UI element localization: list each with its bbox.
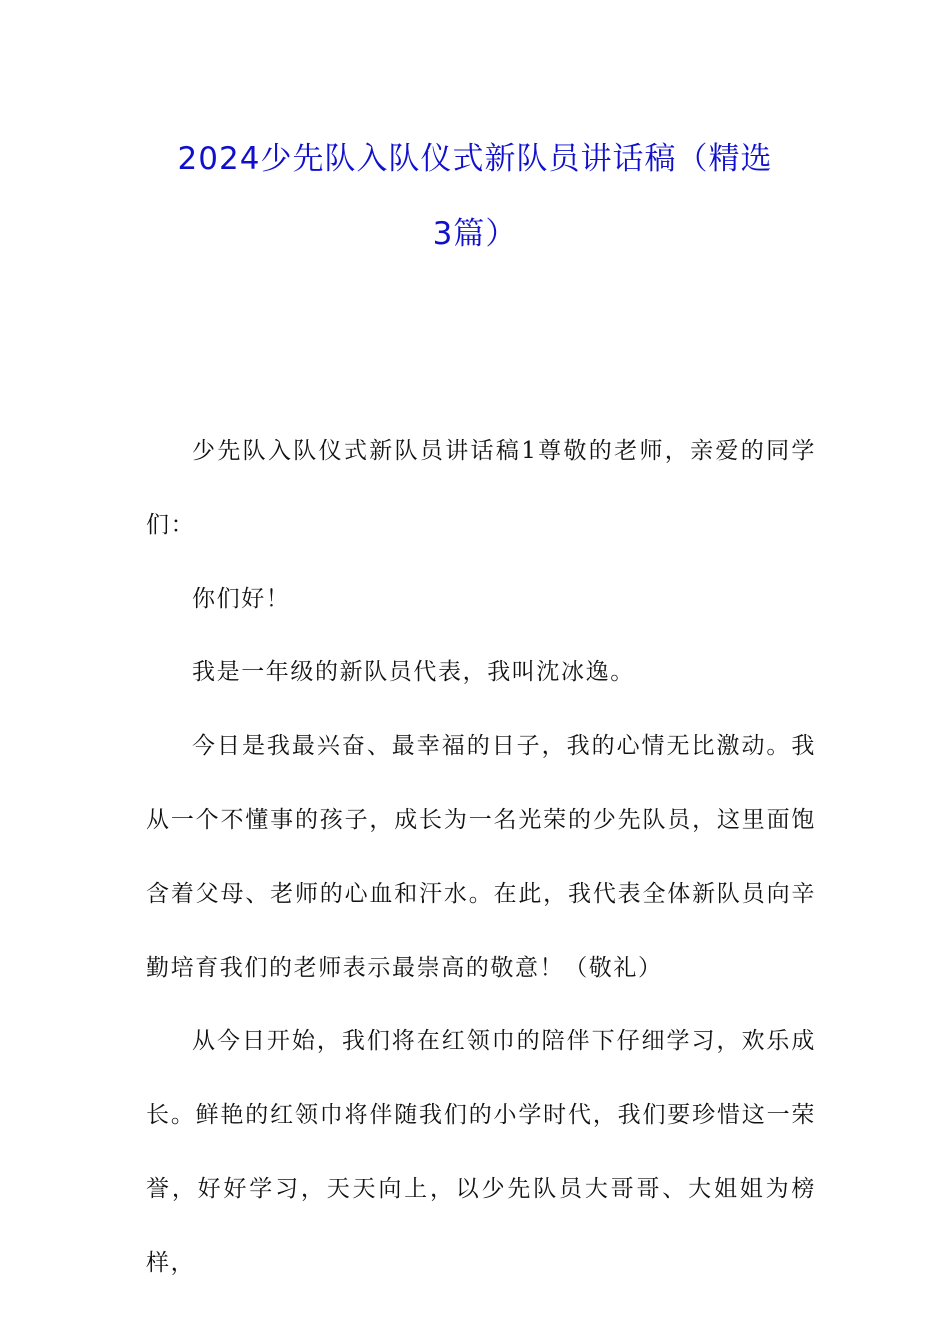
document-title-line-1: 2024少先队入队仪式新队员讲话稿（精选 [177,141,773,177]
paragraph-2: 你们好！ [192,585,291,612]
paragraph-1: 少先队入队仪式新队员讲话稿1尊敬的老师，亲爱的同学们： [146,438,816,538]
document-body [146,415,816,1301]
paragraph-3: 我是一年级的新队员代表，我叫沈冰逸。 [192,659,635,686]
paragraph-4: 今日是我最兴奋、最幸福的日子，我的心情无比激动。我从一个不懂事的孩子，成长为一名光荣的少先队员，这里面饱含着父母、老师的心血和汗水。在此，我代表全体新队员向辛勤培育我们的老师表示最崇高的敬意！（敬礼） [146,733,816,981]
paragraph-5: 从今日开始，我们将在红领巾的陪伴下仔细学习，欢乐成长。鲜艳的红领巾将伴随我们的小学时代，我们要珍惜这一荣誉，好好学习，天天向上，以少先队员大哥哥、大姐姐为榜样， [146,1028,816,1276]
document-title-line-2: 3篇） [432,216,518,252]
